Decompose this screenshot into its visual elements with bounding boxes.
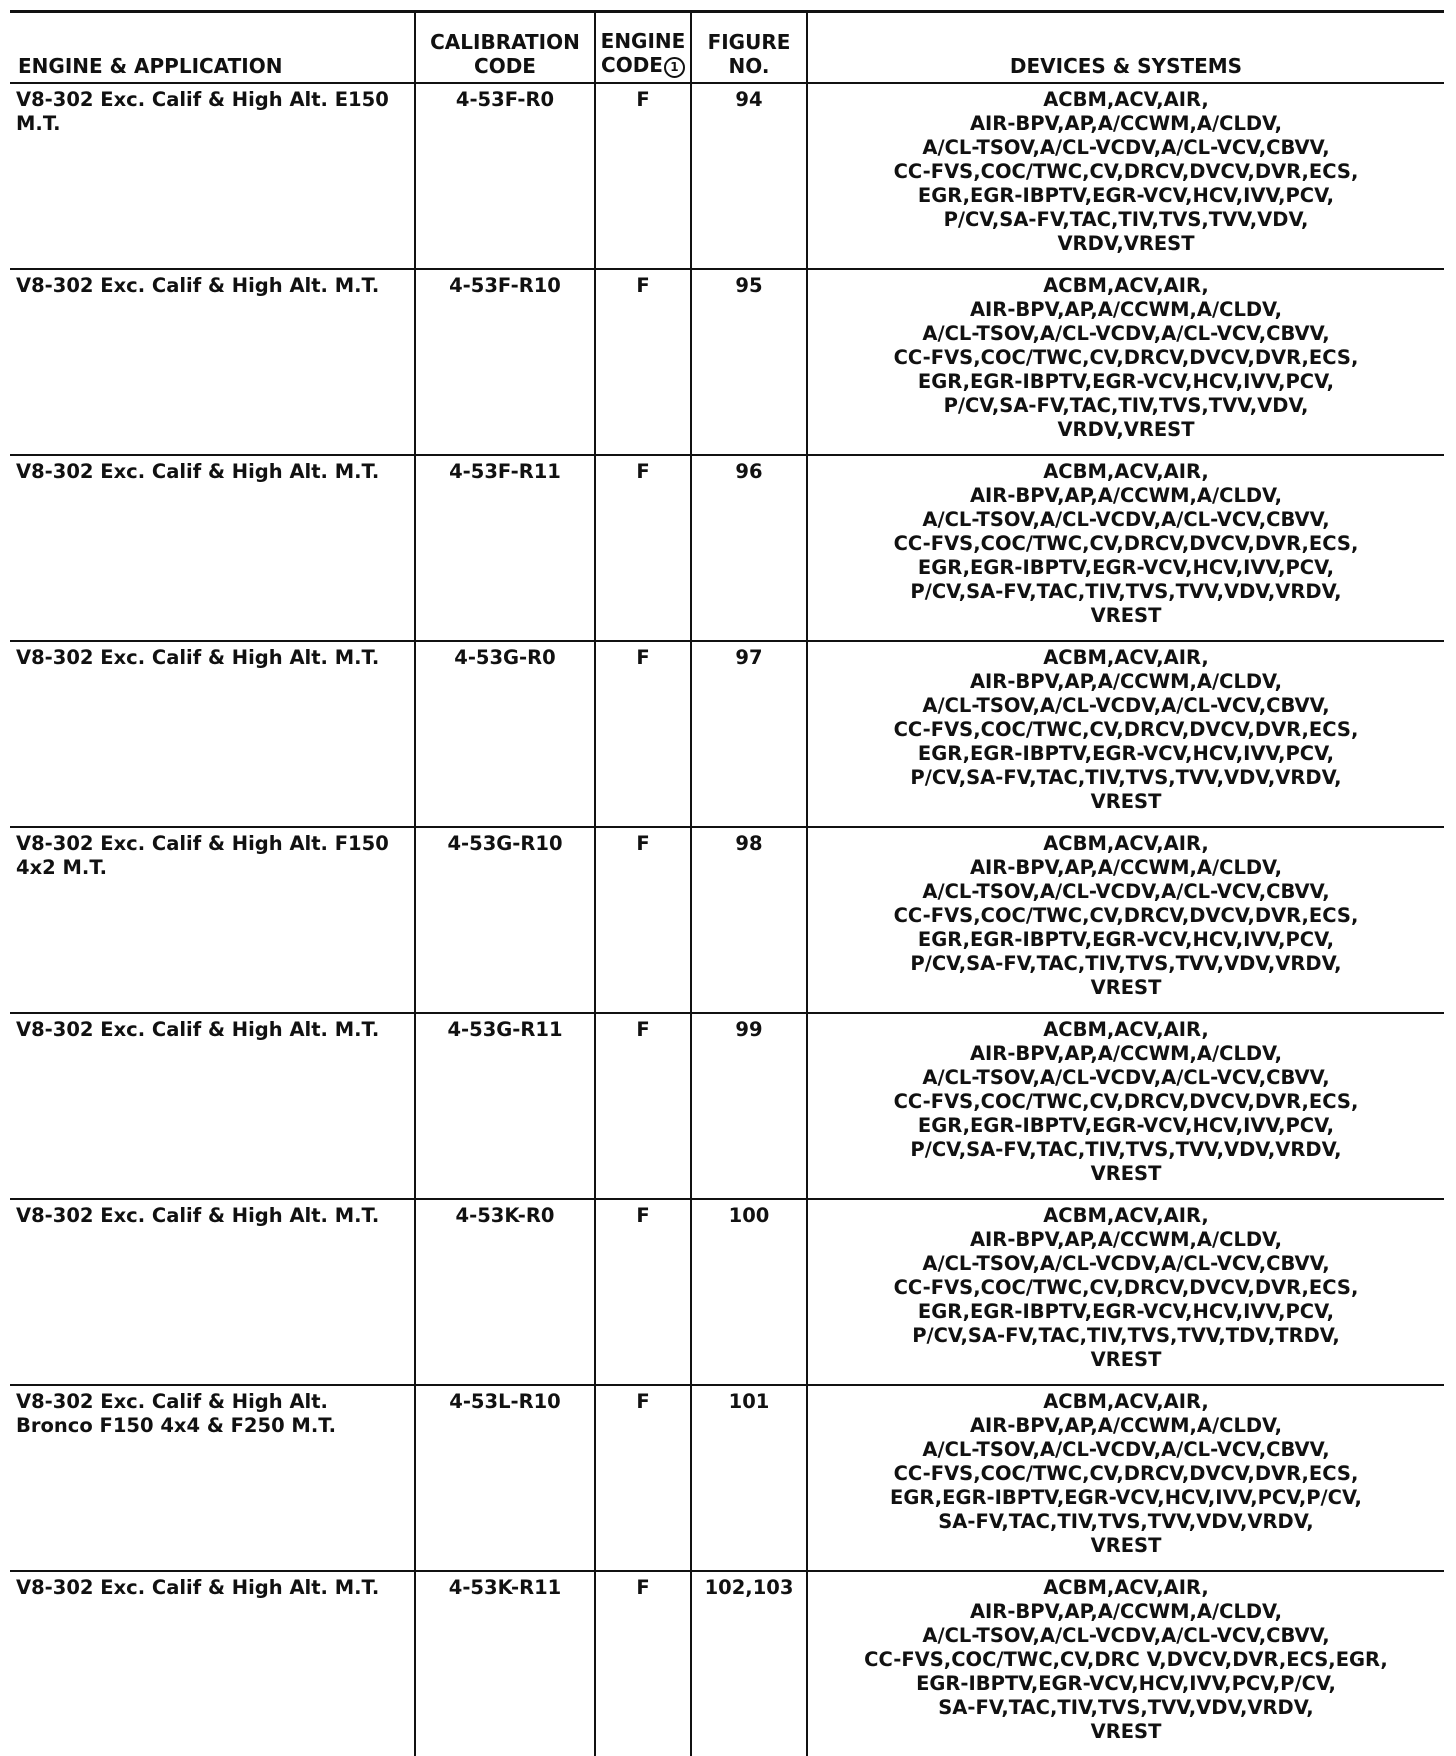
calibration-code-cell: 4-53G-R10 — [415, 827, 595, 1013]
table-row — [10, 455, 1444, 641]
calibration-code-cell: 4-53F-R10 — [415, 269, 595, 455]
header-application: ENGINE & APPLICATION — [10, 12, 415, 83]
table-row — [10, 83, 1444, 269]
engine-code-cell: F — [595, 455, 691, 641]
application-cell: V8-302 Exc. Calif & High Alt. Bronco F150 4x4 & F250 M.T. — [10, 1385, 415, 1571]
devices-systems-cell: ACBM,ACV,AIR, AIR-BPV,AP,A/CCWM,A/CLDV, A/CL-TSOV,A/CL-VCDV,A/CL-VCV,CBVV, CC-FVS,COC/TWC,CV,DRCV,DVCV,DVR,ECS, EGR,EGR-IBPTV,EGR-VCV,HCV,IVV,PCV, P/CV,SA-FV,TAC,TIV,TVS,TVV,VDV, VRDV,VREST — [893, 274, 1359, 441]
figure-no-cell: 102,103 — [691, 1571, 807, 1756]
application-cell: V8-302 Exc. Calif & High Alt. M.T. — [10, 1013, 415, 1199]
figure-no-cell: 100 — [691, 1199, 807, 1385]
table-row — [10, 1013, 1444, 1199]
figure-no-cell: 98 — [691, 827, 807, 1013]
application-cell: V8-302 Exc. Calif & High Alt. M.T. — [10, 641, 415, 827]
table-row — [10, 1385, 1444, 1571]
devices-systems-cell: ACBM,ACV,AIR, AIR-BPV,AP,A/CCWM,A/CLDV, A/CL-TSOV,A/CL-VCDV,A/CL-VCV,CBVV, CC-FVS,COC/TWC,CV,DRCV,DVCV,DVR,ECS, EGR,EGR-IBPTV,EGR-VCV,HCV,IVV,PCV, P/CV,SA-FV,TAC,TIV,TVS,TVV,VDV,VRDV, VREST — [893, 646, 1359, 813]
footnote-marker: 1 — [664, 57, 685, 78]
devices-systems-cell: ACBM,ACV,AIR, AIR-BPV,AP,A/CCWM,A/CLDV, A/CL-TSOV,A/CL-VCDV,A/CL-VCV,CBVV, CC-FVS,COC/TWC,CV,DRC V,DVCV,DVR,ECS,EGR, EGR-IBPTV,EGR-VCV,HCV,IVV,PCV,P/CV, SA-FV,TAC,TIV,TVS,TVV,VDV,VRDV, VREST — [864, 1576, 1388, 1743]
calibration-table — [10, 12, 1444, 1756]
engine-code-cell: F — [595, 1385, 691, 1571]
calibration-code-cell: 4-53K-R0 — [415, 1199, 595, 1385]
application-cell: V8-302 Exc. Calif & High Alt. M.T. — [10, 455, 415, 641]
devices-systems-cell: ACBM,ACV,AIR, AIR-BPV,AP,A/CCWM,A/CLDV, A/CL-TSOV,A/CL-VCDV,A/CL-VCV,CBVV, CC-FVS,COC/TWC,CV,DRCV,DVCV,DVR,ECS, EGR,EGR-IBPTV,EGR-VCV,HCV,IVV,PCV, P/CV,SA-FV,TAC,TIV,TVS,TVV,VDV,VRDV, VREST — [893, 1018, 1359, 1185]
table-row — [10, 827, 1444, 1013]
devices-systems-cell: ACBM,ACV,AIR, AIR-BPV,AP,A/CCWM,A/CLDV, A/CL-TSOV,A/CL-VCDV,A/CL-VCV,CBVV, CC-FVS,COC/TWC,CV,DRCV,DVCV,DVR,ECS, EGR,EGR-IBPTV,EGR-VCV,HCV,IVV,PCV, P/CV,SA-FV,TAC,TIV,TVS,TVV,VDV,VRDV, VREST — [893, 460, 1359, 627]
header-calibration-code: CALIBRATION CODE — [415, 12, 595, 83]
engine-code-cell: F — [595, 1013, 691, 1199]
header-figure-no: FIGURE NO. — [691, 12, 807, 83]
devices-systems-cell: ACBM,ACV,AIR, AIR-BPV,AP,A/CCWM,A/CLDV, A/CL-TSOV,A/CL-VCDV,A/CL-VCV,CBVV, CC-FVS,COC/TWC,CV,DRCV,DVCV,DVR,ECS, EGR,EGR-IBPTV,EGR-VCV,HCV,IVV,PCV, P/CV,SA-FV,TAC,TIV,TVS,TVV,VDV, VRDV,VREST — [893, 88, 1359, 255]
table-row — [10, 641, 1444, 827]
calibration-code-cell: 4-53F-R11 — [415, 455, 595, 641]
devices-systems-cell: ACBM,ACV,AIR, AIR-BPV,AP,A/CCWM,A/CLDV, A/CL-TSOV,A/CL-VCDV,A/CL-VCV,CBVV, CC-FVS,COC/TWC,CV,DRCV,DVCV,DVR,ECS, EGR,EGR-IBPTV,EGR-VCV,HCV,IVV,PCV,P/CV, SA-FV,TAC,TIV,TVS,TVV,VDV,VRDV, VREST — [890, 1390, 1362, 1557]
application-cell: V8-302 Exc. Calif & High Alt. E150 M.T. — [10, 83, 415, 269]
table-row — [10, 269, 1444, 455]
application-cell: V8-302 Exc. Calif & High Alt. F150 4x2 M.T. — [10, 827, 415, 1013]
figure-no-cell: 94 — [691, 83, 807, 269]
figure-no-cell: 99 — [691, 1013, 807, 1199]
figure-no-cell: 101 — [691, 1385, 807, 1571]
engine-code-cell: F — [595, 1571, 691, 1756]
engine-code-cell: F — [595, 827, 691, 1013]
calibration-code-cell: 4-53K-R11 — [415, 1571, 595, 1756]
table-row — [10, 1571, 1444, 1756]
calibration-code-cell: 4-53L-R10 — [415, 1385, 595, 1571]
header-devices-systems: DEVICES & SYSTEMS — [1009, 54, 1243, 78]
header-engine-code — [595, 12, 691, 83]
figure-no-cell: 95 — [691, 269, 807, 455]
header-row — [10, 12, 1444, 83]
application-cell: V8-302 Exc. Calif & High Alt. M.T. — [10, 1571, 415, 1756]
devices-systems-cell: ACBM,ACV,AIR, AIR-BPV,AP,A/CCWM,A/CLDV, A/CL-TSOV,A/CL-VCDV,A/CL-VCV,CBVV, CC-FVS,COC/TWC,CV,DRCV,DVCV,DVR,ECS, EGR,EGR-IBPTV,EGR-VCV,HCV,IVV,PCV, P/CV,SA-FV,TAC,TIV,TVS,TVV,VDV,VRDV, VREST — [893, 832, 1359, 999]
calibration-code-cell: 4-53F-R0 — [415, 83, 595, 269]
figure-no-cell: 97 — [691, 641, 807, 827]
calibration-code-cell: 4-53G-R0 — [415, 641, 595, 827]
table-row — [10, 1199, 1444, 1385]
header-engine-code-label: ENGINE CODE — [600, 29, 686, 77]
engine-code-cell: F — [595, 83, 691, 269]
devices-systems-cell: ACBM,ACV,AIR, AIR-BPV,AP,A/CCWM,A/CLDV, A/CL-TSOV,A/CL-VCDV,A/CL-VCV,CBVV, CC-FVS,COC/TWC,CV,DRCV,DVCV,DVR,ECS, EGR,EGR-IBPTV,EGR-VCV,HCV,IVV,PCV, P/CV,SA-FV,TAC,TIV,TVS,TVV,TDV,TRDV, VREST — [893, 1204, 1359, 1371]
application-cell: V8-302 Exc. Calif & High Alt. M.T. — [10, 269, 415, 455]
engine-code-cell: F — [595, 269, 691, 455]
application-cell: V8-302 Exc. Calif & High Alt. M.T. — [10, 1199, 415, 1385]
calibration-code-cell: 4-53G-R11 — [415, 1013, 595, 1199]
engine-code-cell: F — [595, 1199, 691, 1385]
table-body — [10, 83, 1444, 1756]
engine-code-cell: F — [595, 641, 691, 827]
figure-no-cell: 96 — [691, 455, 807, 641]
